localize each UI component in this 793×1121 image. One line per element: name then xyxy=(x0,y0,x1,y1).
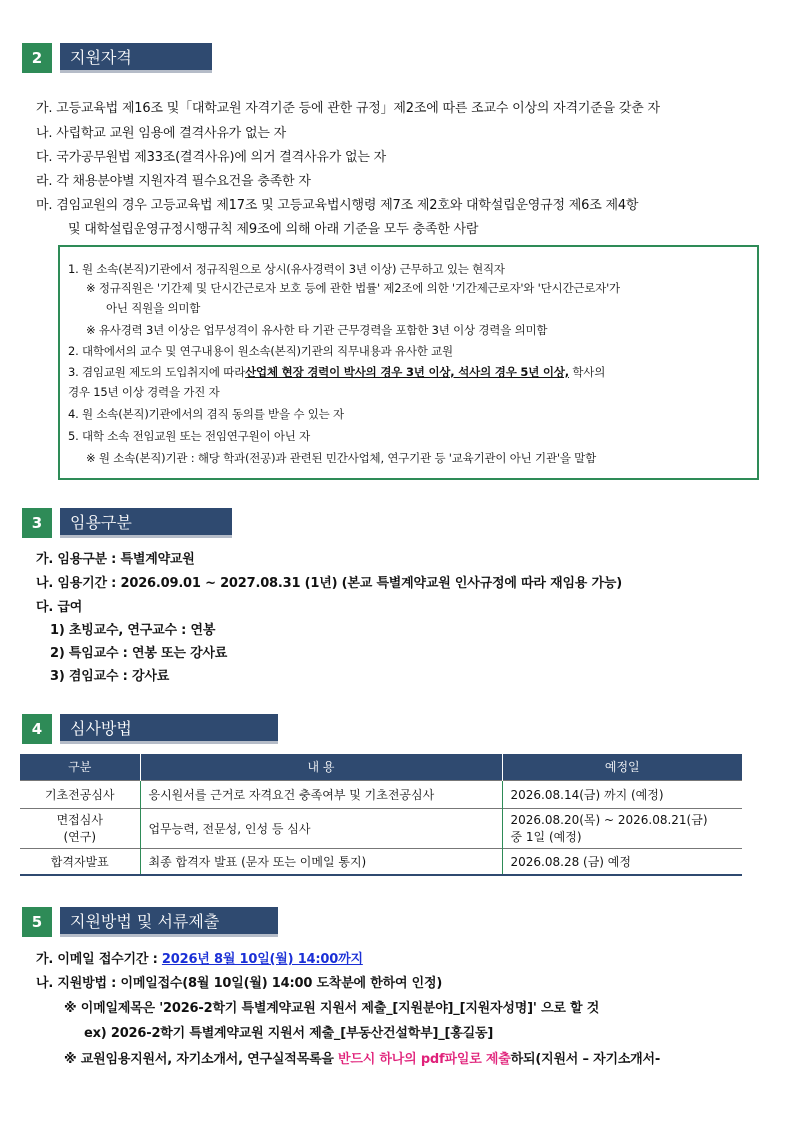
review-content: 응시원서를 근거로 자격요건 충족여부 및 기초전공심사 xyxy=(140,780,502,808)
email-period-label: 가. 이메일 접수기간 : xyxy=(36,952,162,967)
criteria-line: 경우 15년 이상 경력을 가진 자 xyxy=(68,385,220,399)
section-number: 2 xyxy=(22,43,52,73)
section-5-header xyxy=(22,907,278,937)
pdf-submission-note xyxy=(64,1048,660,1067)
section-title: 지원자격 xyxy=(60,43,212,73)
salary-item: 3) 겸임교수 : 강사료 xyxy=(50,669,170,684)
table-header-row xyxy=(20,754,742,780)
email-subject-note: ※ 이메일제목은 '2026-2학기 특별계약교원 지원서 제출_[지원분야]_[지원자성명]' 으로 할 것 xyxy=(64,1001,600,1016)
column-header: 구분 xyxy=(20,754,140,780)
qualification-item-ra: 라. 각 채용분야별 지원자격 필수요건을 충족한 자 xyxy=(36,174,311,189)
review-date-line: 2026.08.20(목) ~ 2026.08.21(금) xyxy=(510,813,708,827)
criteria-text: 학사의 xyxy=(572,365,606,379)
note-text: 하되(지원서 – 자기소개서- xyxy=(510,1052,661,1067)
criteria-note: 아닌 직원을 의미함 xyxy=(106,301,201,315)
appointment-type: 가. 임용구분 : 특별계약교원 xyxy=(36,552,195,567)
qualification-item-da: 다. 국가공무원법 제33조(결격사유)에 의거 결격사유가 없는 자 xyxy=(36,150,387,165)
email-period xyxy=(36,948,363,967)
section-title: 지원방법 및 서류제출 xyxy=(60,907,278,937)
review-type: 기초전공심사 xyxy=(20,780,140,808)
review-date: 2026.08.14(금) 까지 (예정) xyxy=(502,780,742,808)
email-subject-example: ex) 2026-2학기 특별계약교원 지원서 제출_[부동산건설학부]_[홍길동] xyxy=(84,1026,494,1041)
table-row xyxy=(20,808,742,848)
review-type: 합격자발표 xyxy=(20,848,140,875)
criteria-note: ※ 원 소속(본직)기관 : 해당 학과(전공)과 관련된 민간사업체, 연구기관 등 '교육기관이 아닌 기관'을 말함 xyxy=(86,451,597,465)
qualification-item-ma-cont: 및 대학설립운영규정시행규칙 제9조에 의해 아래 기준을 모두 충족한 사람 xyxy=(68,222,479,237)
section-number: 3 xyxy=(22,508,52,538)
review-content: 업무능력, 전문성, 인성 등 심사 xyxy=(140,808,502,848)
review-type-line: 면접심사 xyxy=(56,813,103,827)
table-row xyxy=(20,780,742,808)
criteria-line: 2. 대학에서의 교수 및 연구내용이 원소속(본직)기관의 직무내용과 유사한 교원 xyxy=(68,344,453,358)
criteria-line xyxy=(68,364,605,380)
criteria-line: 4. 원 소속(본직)기관에서의 겸직 동의를 받을 수 있는 자 xyxy=(68,407,344,421)
qualification-item-ga: 가. 고등교육법 제16조 및「대학교원 자격기준 등에 관한 규정」제2조에 따른 조교수 이상의 자격기준을 갖춘 자 xyxy=(36,101,660,116)
note-emphasis: 반드시 하나의 pdf파일로 제출 xyxy=(338,1052,511,1067)
criteria-line: 5. 대학 소속 전임교원 또는 전임연구원이 아닌 자 xyxy=(68,429,311,443)
review-date-line: 중 1일 (예정) xyxy=(510,830,582,844)
review-date xyxy=(502,808,742,848)
column-header: 내 용 xyxy=(140,754,502,780)
application-method: 나. 지원방법 : 이메일접수(8월 10일(월) 14:00 도착분에 한하여 인정) xyxy=(36,976,443,991)
review-content: 최종 합격자 발표 (문자 또는 이메일 통지) xyxy=(140,848,502,875)
review-type-line: (연구) xyxy=(63,830,97,844)
qualification-item-ma: 마. 겸임교원의 경우 고등교육법 제17조 및 고등교육법시행령 제7조 제2호와 대학설립운영규정 제6조 제4항 xyxy=(36,198,639,213)
criteria-text: 3. 겸임교원 제도의 도입취지에 따라 xyxy=(68,365,246,379)
section-number: 5 xyxy=(22,907,52,937)
criteria-line: 1. 원 소속(본직)기관에서 정규직원으로 상시(유사경력이 3년 이상) 근무하고 있는 현직자 xyxy=(68,262,505,276)
criteria-note: ※ 정규직원은 '기간제 및 단시간근로자 보호 등에 관한 법률' 제2조에 의한 '기간제근로자'와 '단시간근로자'가 xyxy=(86,281,620,295)
section-title: 심사방법 xyxy=(60,714,278,744)
adjunct-criteria-box xyxy=(58,245,759,480)
section-3-header xyxy=(22,508,232,538)
criteria-note: ※ 유사경력 3년 이상은 업무성격이 유사한 타 기관 근무경력을 포함한 3년 이상 경력을 의미함 xyxy=(86,323,548,337)
section-2-header xyxy=(22,43,212,73)
section-title: 임용구분 xyxy=(60,508,232,538)
review-schedule-table xyxy=(20,754,742,876)
section-4-header xyxy=(22,714,278,744)
note-text: ※ 교원임용지원서, 자기소개서, 연구실적목록을 xyxy=(64,1052,339,1067)
review-type xyxy=(20,808,140,848)
column-header: 예정일 xyxy=(502,754,742,780)
email-period-value: 2026년 8월 10일(월) 14:00까지 xyxy=(161,952,363,967)
criteria-emphasis: 산업체 현장 경력이 박사의 경우 3년 이상, 석사의 경우 5년 이상, xyxy=(245,365,569,379)
salary-item: 2) 특임교수 : 연봉 또는 강사료 xyxy=(50,646,228,661)
table-row xyxy=(20,848,742,875)
salary-heading: 다. 급여 xyxy=(36,600,83,615)
salary-item: 1) 초빙교수, 연구교수 : 연봉 xyxy=(50,623,216,638)
qualification-item-na: 나. 사립학교 교원 임용에 결격사유가 없는 자 xyxy=(36,126,286,141)
section-number: 4 xyxy=(22,714,52,744)
appointment-period: 나. 임용기간 : 2026.09.01 ~ 2027.08.31 (1년) (본교 특별계약교원 인사규정에 따라 재임용 가능) xyxy=(36,576,622,591)
review-date: 2026.08.28 (금) 예정 xyxy=(502,848,742,875)
